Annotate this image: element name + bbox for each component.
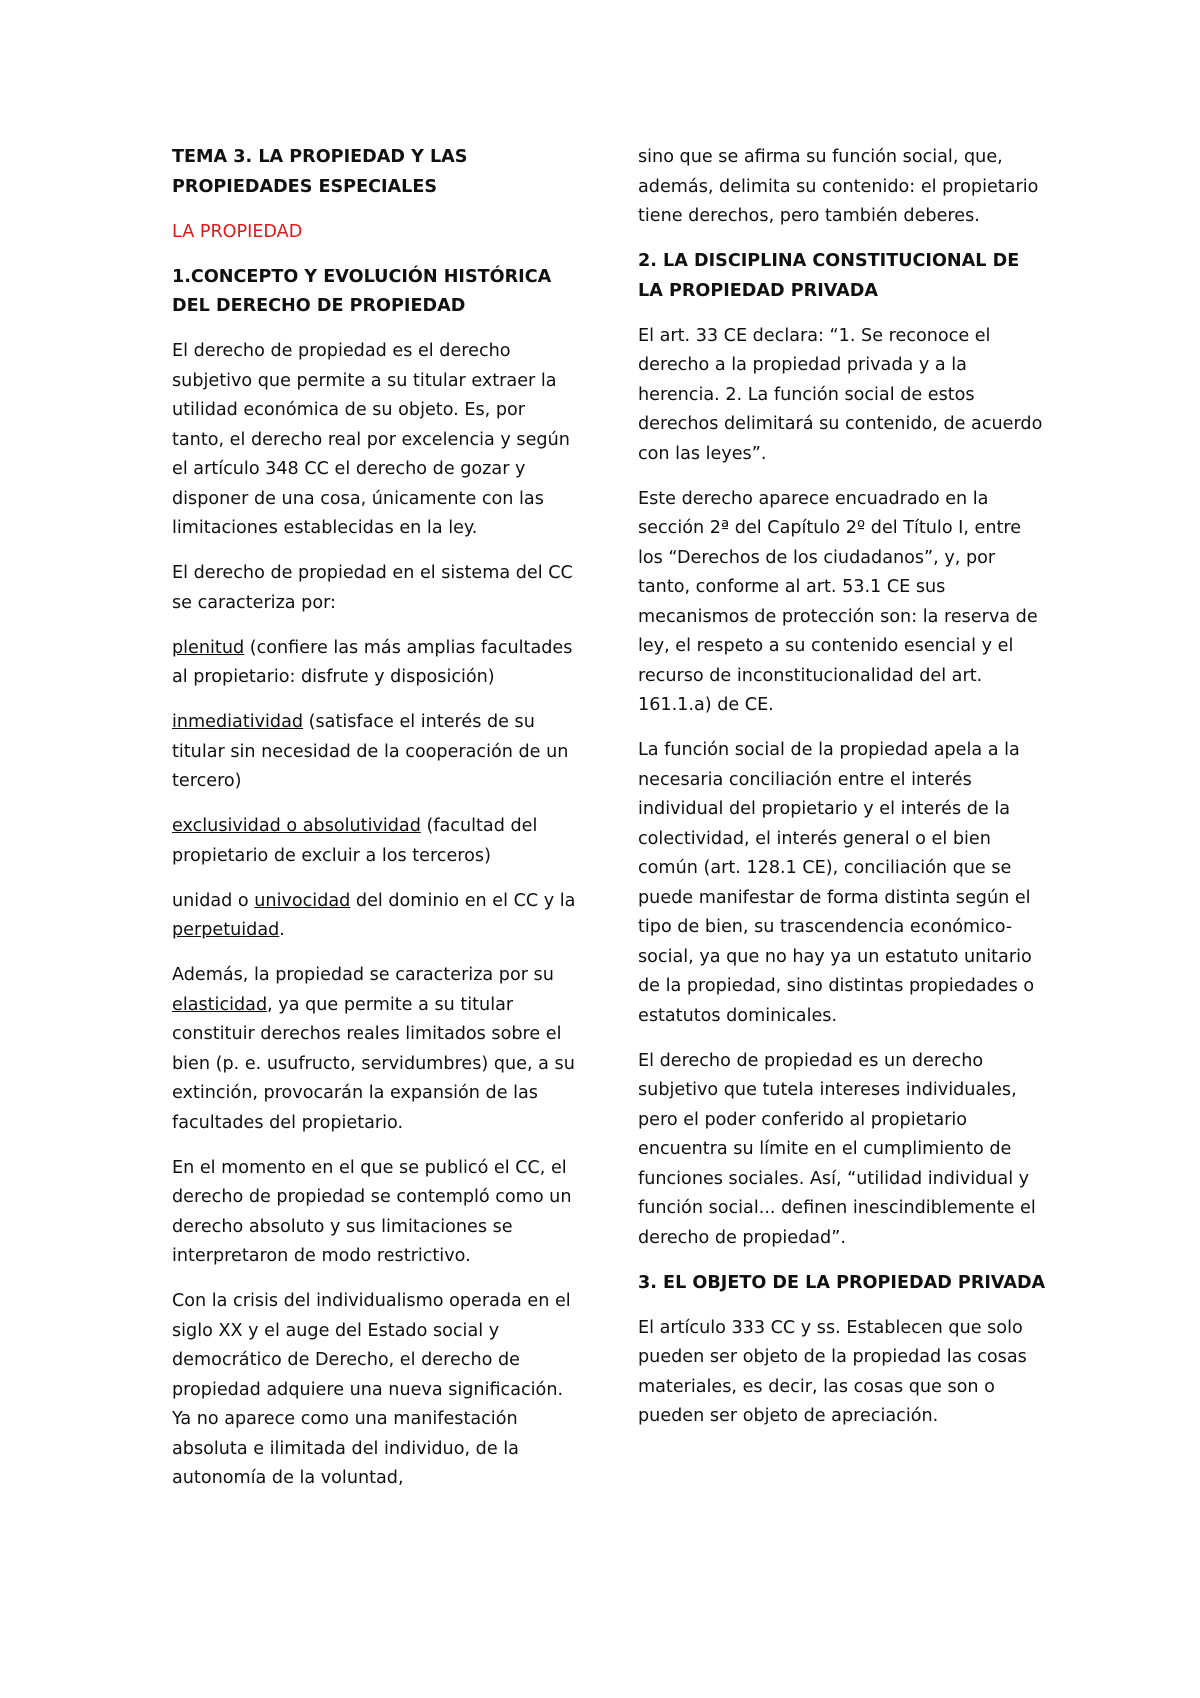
term-exclusividad: exclusividad o absolutividad [172, 816, 421, 836]
term-elasticidad: elasticidad [172, 994, 268, 1015]
paragraph-continuacion: sino que se afirma su función social, que, además, delimita su contenido: el propietario tiene derechos, pero también deberes. [638, 147, 1039, 226]
list-item-plenitud [172, 634, 582, 693]
elasticidad-pre: Además, la propiedad se caracteriza por su [172, 965, 554, 985]
desc-inmediatividad: (satisface el interés de su titular sin necesidad de la cooperación de un tercero) [172, 712, 569, 791]
section-label: LA PROPIEDAD [172, 221, 303, 242]
paragraph-encuadrado: Este derecho aparece encuadrado en la sección 2ª del Capítulo 2º del Título I, entre los “Derechos de los ciudadanos”, y, por tanto, conforme al art. 53.1 CE sus mecanismos de protección son: la reserva de ley, el respeto a su contenido esencial y el recurso de inconstitucionalidad del art. 161.1.a) de CE. [638, 488, 1038, 715]
unidad-pre: unidad o [172, 890, 255, 911]
term-univocidad: univocidad [254, 890, 351, 911]
unidad-end: . [279, 920, 285, 940]
heading-concepto: 1.CONCEPTO Y EVOLUCIÓN HISTÓRICA DEL DERECHO DE PROPIEDAD [172, 266, 552, 316]
paragraph-momento: En el momento en el que se publicó el CC, el derecho de propiedad se contempló como un derecho absoluto y sus limitaciones se interpretaron de modo restrictivo. [172, 1157, 572, 1266]
desc-plenitud: (confiere las más amplias facultades al propietario: disfrute y disposición) [172, 637, 573, 687]
document-title: TEMA 3. LA PROPIEDAD Y LAS PROPIEDADES ESPECIALES [172, 147, 468, 197]
left-column [172, 143, 582, 1509]
term-perpetuidad: perpetuidad [172, 920, 280, 940]
paragraph-derecho-subjetivo: El derecho de propiedad es un derecho subjetivo que tutela intereses individuales, pero el poder conferido al propietario encuentra su límite en el cumplimiento de funciones sociales. Así, “utilidad individual y función social... definen inescindiblemente el derecho de propiedad”. [638, 1050, 1036, 1248]
paragraph-crisis: Con la crisis del individualismo operada en el siglo XX y el auge del Estado social y democrático de Derecho, el derecho de propiedad adquiere una nueva significación. Ya no aparece como una manifestación absoluta e ilimitada del individuo, de la autonomía de la voluntad, [172, 1291, 571, 1488]
paragraph-definicion: El derecho de propiedad es el derecho subjetivo que permite a su titular extraer la utilidad económica de su objeto. Es, por tanto, el derecho real por excelencia y según el artículo 348 CC el derecho de gozar y disponer de una cosa, únicamente con las limitaciones establecidas en la ley. [172, 341, 570, 538]
paragraph-elasticidad [172, 961, 582, 1138]
term-inmediatividad: inmediatividad [172, 712, 304, 732]
term-plenitud: plenitud [172, 637, 245, 658]
paragraph-caracteriza: El derecho de propiedad en el sistema del CC se caracteriza por: [172, 563, 573, 613]
heading-disciplina: 2. LA DISCIPLINA CONSTITUCIONAL DE LA PROPIEDAD PRIVADA [638, 251, 1020, 301]
elasticidad-post: , ya que permite a su titular constituir derechos reales limitados sobre el bien (p. e. usufructo, servidumbres) que, a su extinción, provocarán la expansión de las facultades del propietario. [172, 994, 575, 1133]
right-column [638, 143, 1048, 1447]
heading-objeto: 3. EL OBJETO DE LA PROPIEDAD PRIVADA [638, 1272, 1046, 1293]
unidad-mid: del dominio en el CC y la [350, 890, 576, 911]
paragraph-funcion-social: La función social de la propiedad apela a la necesaria conciliación entre el interés individual del propietario y el interés de la colectividad, el interés general o el bien común (art. 128.1 CE), conciliación que se puede manifestar de forma distinta según el tipo de bien, su trascendencia económico-social, ya que no hay ya un estatuto unitario de la propiedad, sino distintas propiedades o estatutos dominicales. [638, 740, 1035, 1026]
list-item-exclusividad [172, 812, 582, 871]
desc-exclusividad: (facultad del propietario de excluir a los terceros) [172, 816, 538, 866]
list-item-inmediatividad [172, 708, 582, 797]
paragraph-art33: El art. 33 CE declara: “1. Se reconoce el derecho a la propiedad privada y a la herencia. 2. La función social de estos derechos delimitará su contenido, de acuerdo con las leyes”. [638, 325, 1043, 464]
paragraph-objeto: El artículo 333 CC y ss. Establecen que solo pueden ser objeto de la propiedad las cosas materiales, es decir, las cosas que son o pueden ser objeto de apreciación. [638, 1317, 1027, 1426]
list-item-unidad [172, 887, 582, 946]
